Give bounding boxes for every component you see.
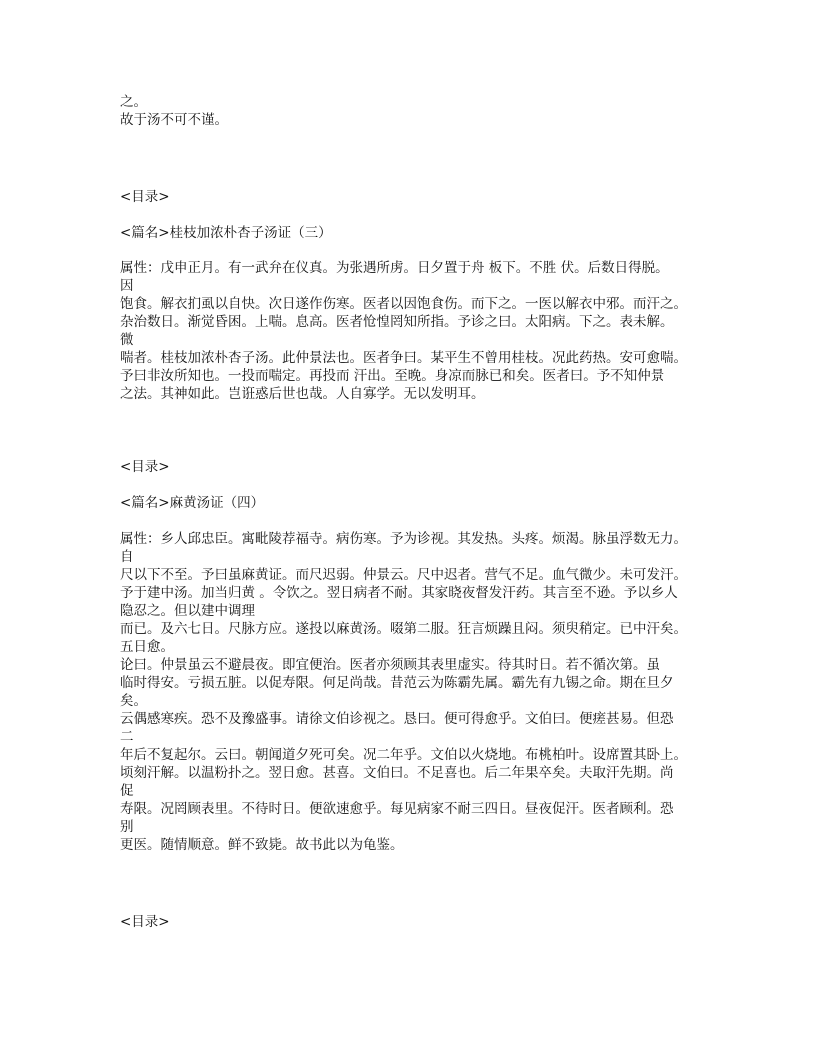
section-body xyxy=(120,530,720,854)
text-line: 别 xyxy=(120,819,134,835)
text-line: 矣。 xyxy=(120,693,147,709)
text-line: 寿限。况罔顾表里。不待时日。便欲速愈乎。每见病家不耐三四日。昼夜促汗。医者顾利。恐 xyxy=(120,801,674,817)
text-line: 喘者。桂枝加浓朴杏子汤。此仲景法也。医者争曰。某平生不曾用桂枝。况此药热。安可愈喘。 xyxy=(120,350,687,366)
text-line: 临时得安。亏损五脏。以促寿限。何足尚哉。昔范云为陈霸先属。霸先有九锡之命。期在旦夕 xyxy=(120,675,674,691)
text-line: 属性：戊申正月。有一武弁在仪真。为张遇所虏。日夕置于舟 板下。不胜 伏。后数日得脱。 xyxy=(120,260,669,276)
text-line: 尺以下不至。予曰虽麻黄证。而尺迟弱。仲景云。尺中迟者。营气不足。血气微少。未可发汗。 xyxy=(120,567,687,583)
text-line: 顷刻汗解。以温粉扑之。翌日愈。甚喜。文伯曰。不足喜也。后二年果卒矣。夫取汗先期。尚 xyxy=(120,765,674,781)
text-line: 促 xyxy=(120,783,134,799)
toc-link[interactable]: <目录> xyxy=(120,189,170,205)
text-line: 自 xyxy=(120,549,134,565)
text-line: 而已。及六七日。尺脉方应。遂投以麻黄汤。啜第二服。狂言烦躁且闷。须臾稍定。已中汗矣。 xyxy=(120,621,687,637)
text-line: 因 xyxy=(120,278,134,294)
text-line: 二 xyxy=(120,729,134,745)
text-line: 隐忍之。但以建中调理 xyxy=(120,603,255,619)
text-line: 更医。随情顺意。鲜不致毙。故书此以为龟鉴。 xyxy=(120,837,404,853)
text-line: 之。 xyxy=(120,94,147,110)
toc-link[interactable]: <目录> xyxy=(120,914,170,930)
toc-link[interactable]: <目录> xyxy=(120,459,170,475)
text-line: 属性：乡人邱忠臣。寓毗陵荐福寺。病伤寒。予为诊视。其发热。头疼。烦渴。脉虽浮数无力。 xyxy=(120,531,687,547)
text-line: 论曰。仲景虽云不避晨夜。即宜便治。医者亦须顾其表里虚实。待其时日。若不循次第。虽 xyxy=(120,657,660,673)
intro-text xyxy=(120,93,720,129)
text-line: 之法。其神如此。岂诳惑后世也哉。人自寡学。无以发明耳。 xyxy=(120,386,485,402)
section-body xyxy=(120,259,720,403)
text-line: 云偶感寒疾。恐不及豫盛事。请徐文伯诊视之。恳曰。便可得愈乎。文伯曰。便瘥甚易。但恐 xyxy=(120,711,674,727)
text-line: 予于建中汤。加当归黄 。令饮之。翌日病者不耐。其家晓夜督发汗药。其言至不逊。予以乡人 xyxy=(120,585,678,601)
text-line: 年后不复起尔。云曰。朝闻道夕死可矣。况二年乎。文伯以火烧地。布桃柏叶。设席置其卧上。 xyxy=(120,747,687,763)
text-line: 饱食。解衣扪虱以自快。次日遂作伤寒。医者以因饱食伤。而下之。一医以解衣中邪。而汗之。 xyxy=(120,296,687,312)
section-title: <篇名>麻黄汤证（四） xyxy=(120,495,265,511)
text-line: 五日愈。 xyxy=(120,639,174,655)
section-title: <篇名>桂枝加浓朴杏子汤证（三） xyxy=(120,225,332,241)
text-line: 故于汤不可不谨。 xyxy=(120,112,228,128)
text-line: 微 xyxy=(120,332,134,348)
text-line: 杂治数日。渐觉昏困。上喘。息高。医者怆惶罔知所指。予诊之曰。太阳病。下之。表未解。 xyxy=(120,314,674,330)
text-line: 予曰非汝所知也。一投而喘定。再投而 汗出。至晚。身凉而脉已和矣。医者曰。予不知仲景 xyxy=(120,368,665,384)
